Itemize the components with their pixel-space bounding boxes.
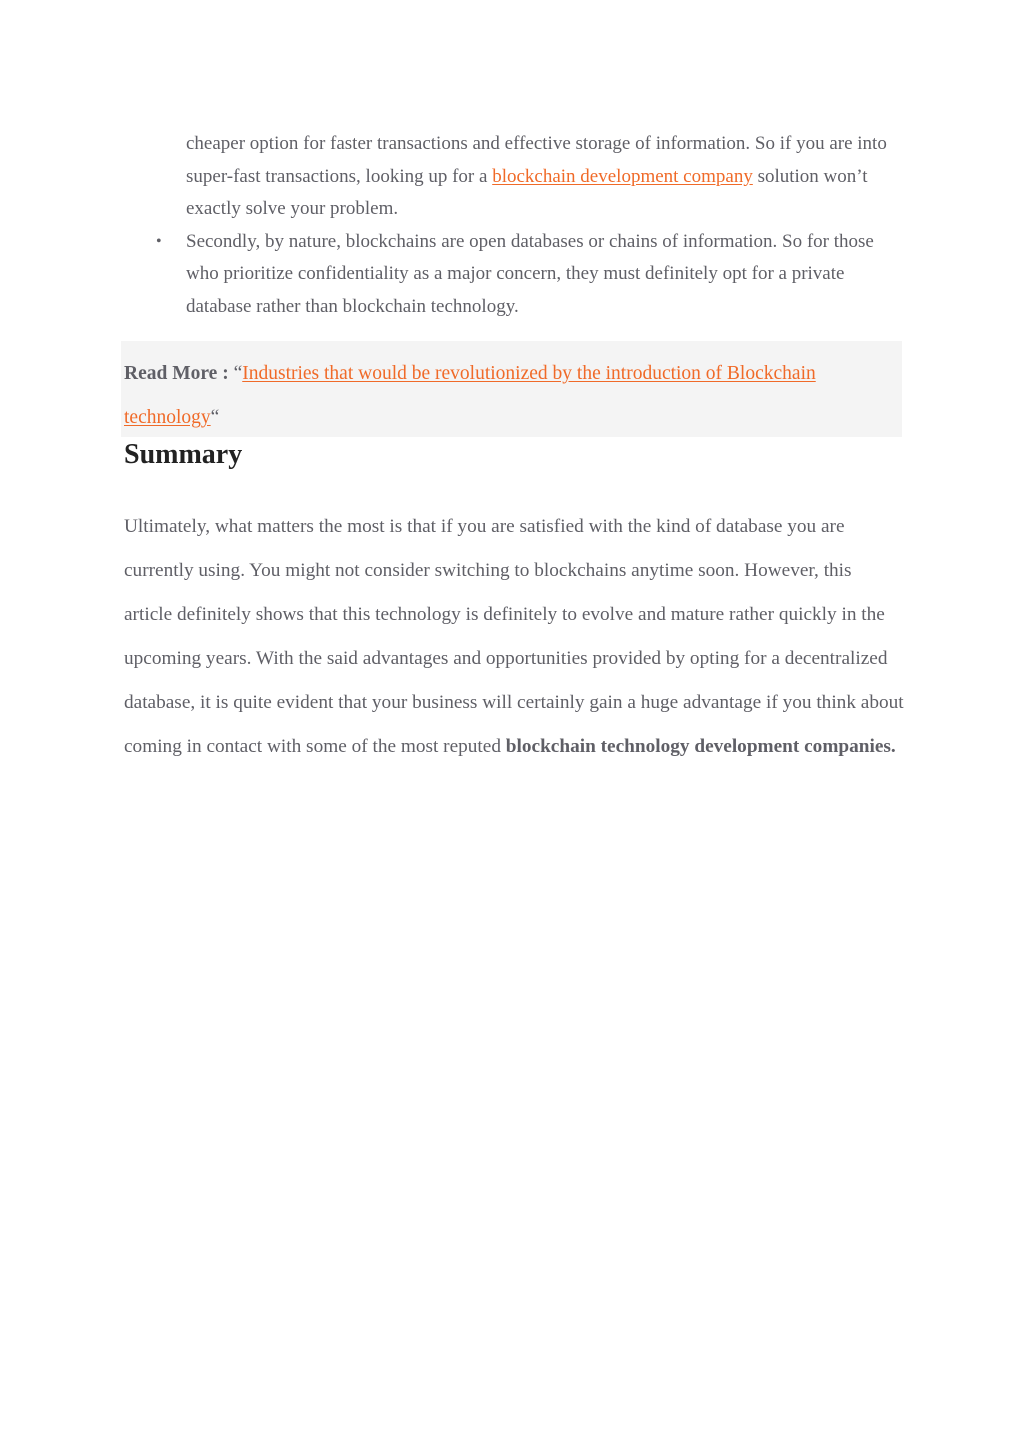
- summary-text: Ultimately, what matters the most is that if you are satisfied with the kind of database you are currently using. You might not consider switching to blockchains anytime soon. However, this article definitely shows that this technology is definitely to evolve and mature rather quickly in the upcoming years. With the said advantages and opportunities provided by opting for a decentralized database, it is quite evident that your business will certainly gain a huge advantage if you think about coming in contact with some of the most reputed: [124, 516, 904, 757]
- bullet-text: cheaper option for faster transactions and effective storage of information. So if you are into super-fast transactions, looking up for a: [186, 133, 887, 187]
- blockchain-development-company-link[interactable]: blockchain development company: [492, 165, 753, 187]
- bullet-text: Secondly, by nature, blockchains are open databases or chains of information. So for those who prioritize confidentiality as a major concern, they must definitely opt for a private database rather than blockchain technology.: [186, 230, 874, 317]
- bullet-marker: •: [156, 232, 162, 250]
- summary-heading: Summary: [124, 439, 243, 470]
- read-more-close-quote: “: [210, 407, 220, 428]
- read-more-open-quote: “: [228, 363, 243, 384]
- read-more-article-link[interactable]: Industries that would be revolutionized by the introduction of Blockchain technology: [124, 363, 816, 428]
- read-more-text: [124, 352, 894, 440]
- summary-bold-text: blockchain technology development companies.: [505, 735, 896, 757]
- read-more-box: [121, 341, 902, 437]
- read-more-label: Read More :: [124, 363, 229, 384]
- bullet-item-2: [124, 226, 904, 324]
- summary-paragraph: [124, 505, 904, 768]
- bullet-text-tail: solution won’t exactly solve your problem.: [186, 165, 868, 219]
- bullet-item-1: [124, 128, 904, 226]
- bullet-list: [124, 128, 904, 323]
